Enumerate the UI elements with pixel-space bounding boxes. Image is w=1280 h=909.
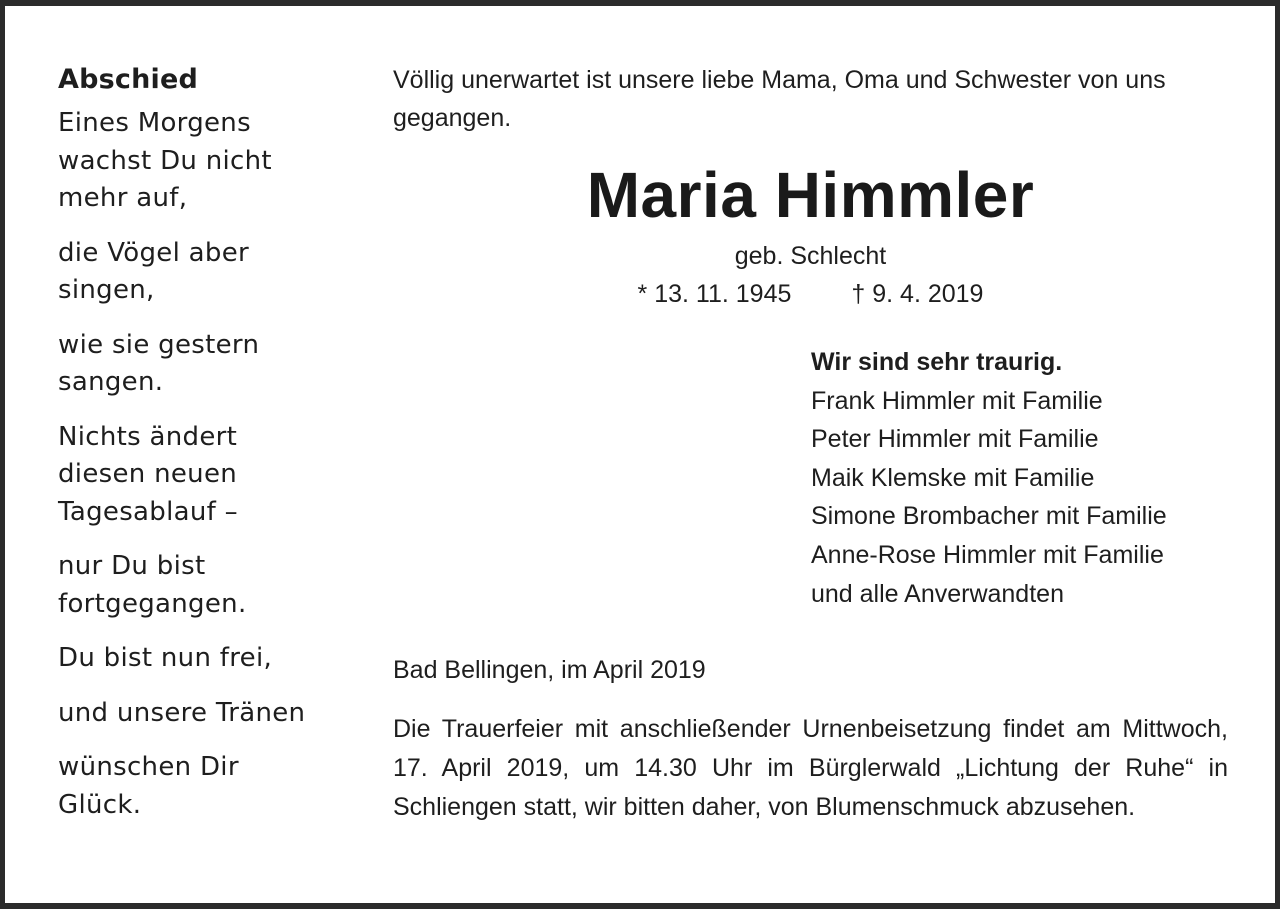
poem-title: Abschied xyxy=(58,64,199,95)
death-date: † 9. 4. 2019 xyxy=(851,280,984,308)
birth-name: geb. Schlecht xyxy=(734,242,887,270)
mourners-list xyxy=(811,343,1241,613)
mourner-entry: Peter Himmler mit Familie xyxy=(811,425,1099,454)
poem-stanza: die Vögel aber singen, xyxy=(58,237,249,305)
poem-stanza: Nichts ändert diesen neuen Tagesablauf – xyxy=(58,421,238,527)
poem-stanza: Eines Morgens wachst Du nicht mehr auf, xyxy=(58,108,272,213)
poem-stanza: wünschen Dir Glück. xyxy=(58,752,239,820)
mourner-entry: Anne-Rose Himmler mit Familie xyxy=(811,540,1164,569)
poem-stanza: und unsere Tränen xyxy=(58,697,306,728)
mourner-entry: und alle Anverwandten xyxy=(811,579,1064,608)
funeral-notice: Die Trauerfeier mit anschließender Urnenbeisetzung findet am Mittwoch, 17. April 2019, um 14.30 Uhr im Bürglerwald „Lichtung der Ruhe“ in Schliengen statt, wir bitten daher, von Blumenschmuck abzusehen. xyxy=(393,715,1228,821)
poem-stanza: wie sie gestern sangen. xyxy=(58,329,260,397)
mourners-lead: Wir sind sehr traurig. xyxy=(811,348,1063,376)
deceased-name: Maria Himmler xyxy=(586,159,1035,231)
place-date: Bad Bellingen, im April 2019 xyxy=(393,656,706,684)
life-dates xyxy=(393,277,1228,311)
poem-stanza: nur Du bist fortgegangen. xyxy=(58,551,247,619)
birth-date: * 13. 11. 1945 xyxy=(637,280,792,308)
intro-text: Völlig unerwartet ist unsere liebe Mama, Oma und Schwester von uns gegangen. xyxy=(393,66,1166,132)
poem-stanza: Du bist nun frei, xyxy=(58,643,273,673)
mourner-entry: Simone Brombacher mit Familie xyxy=(811,502,1167,531)
mourner-entry: Maik Klemske mit Familie xyxy=(811,463,1095,492)
mourner-entry: Frank Himmler mit Familie xyxy=(811,386,1103,415)
poem-column xyxy=(58,61,358,841)
